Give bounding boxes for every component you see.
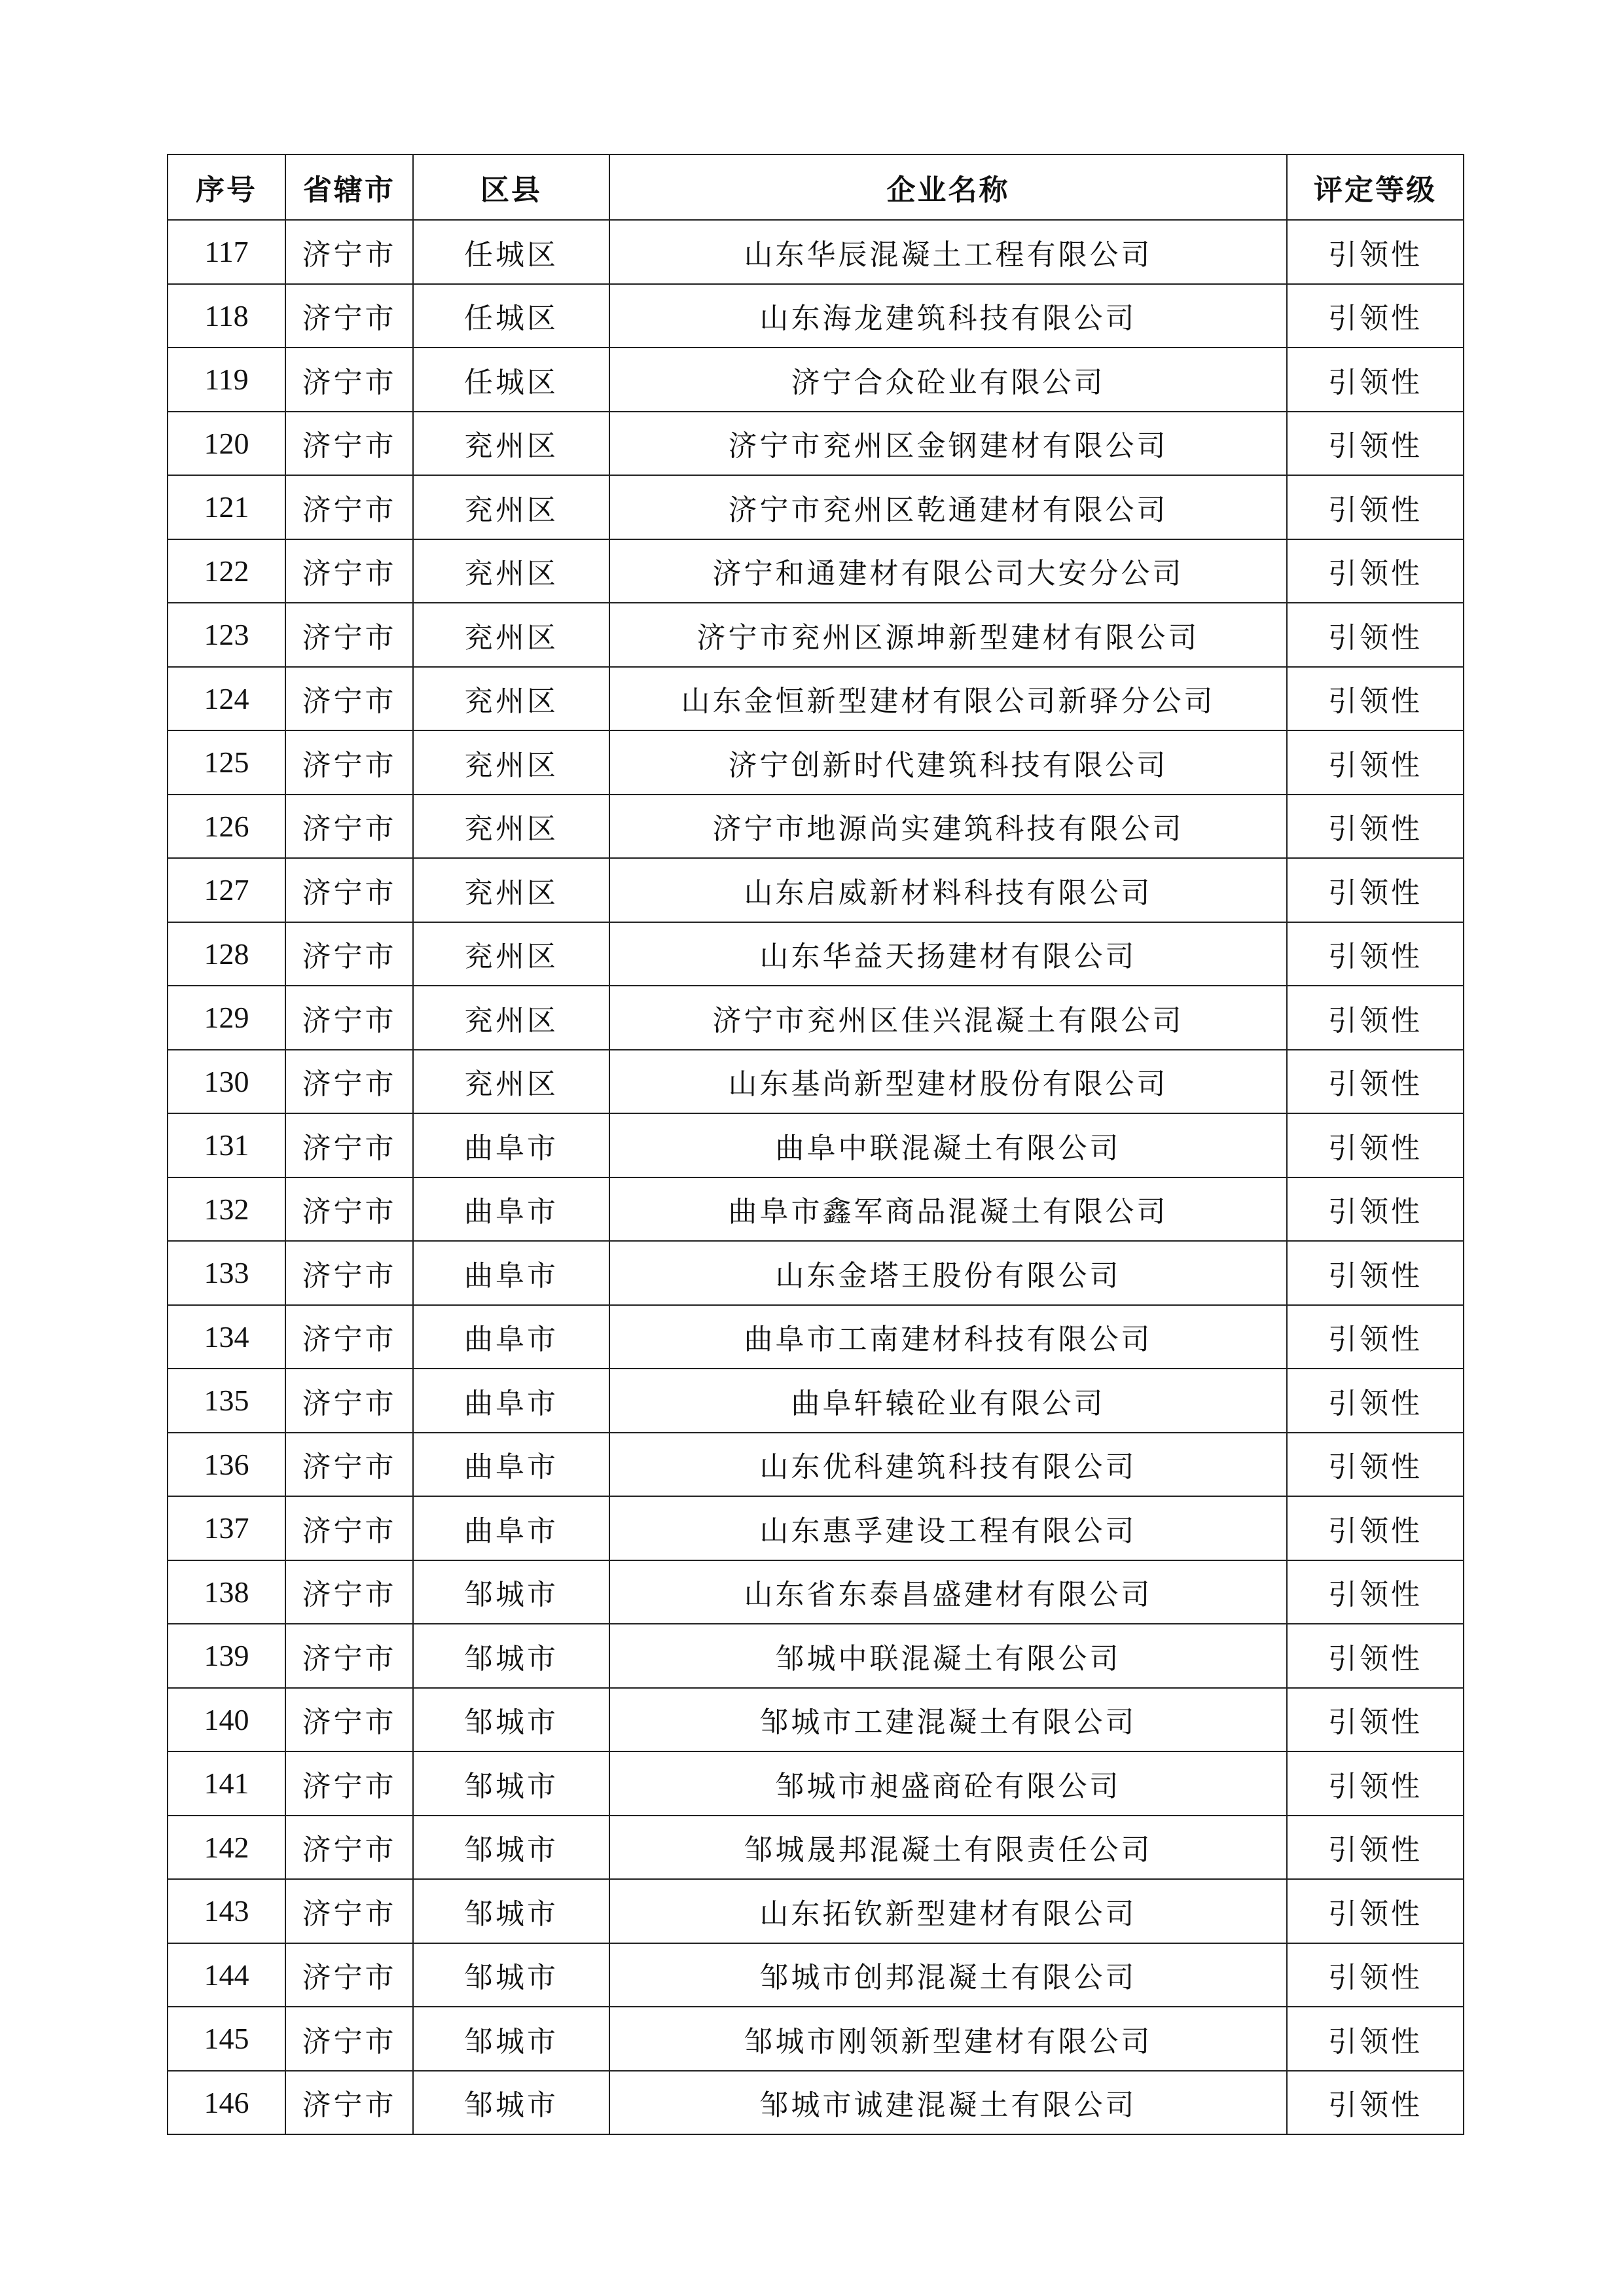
cell-city: 济宁市 (285, 2071, 413, 2135)
cell-city: 济宁市 (285, 667, 413, 731)
cell-company: 山东惠孚建设工程有限公司 (609, 1496, 1287, 1560)
cell-index: 140 (168, 1688, 285, 1752)
cell-county: 邹城市 (413, 1560, 609, 1624)
table-row (168, 1624, 1464, 1688)
table-row (168, 1560, 1464, 1624)
cell-index: 132 (168, 1177, 285, 1242)
cell-county: 任城区 (413, 220, 609, 284)
cell-grade: 引领性 (1287, 1433, 1464, 1497)
table-row (168, 730, 1464, 795)
cell-index: 135 (168, 1369, 285, 1433)
cell-city: 济宁市 (285, 348, 413, 412)
table-row (168, 1496, 1464, 1560)
cell-company: 济宁合众砼业有限公司 (609, 348, 1287, 412)
table-row (168, 858, 1464, 922)
cell-city: 济宁市 (285, 1305, 413, 1369)
cell-index: 130 (168, 1050, 285, 1114)
cell-company: 山东启威新材料科技有限公司 (609, 858, 1287, 922)
cell-index: 118 (168, 284, 285, 348)
cell-index: 133 (168, 1241, 285, 1305)
cell-city: 济宁市 (285, 603, 413, 667)
cell-county: 兖州区 (413, 412, 609, 476)
cell-city: 济宁市 (285, 412, 413, 476)
cell-grade: 引领性 (1287, 1688, 1464, 1752)
table-header-row (168, 154, 1464, 220)
cell-grade: 引领性 (1287, 412, 1464, 476)
cell-county: 曲阜市 (413, 1305, 609, 1369)
cell-grade: 引领性 (1287, 1369, 1464, 1433)
table-row (168, 922, 1464, 986)
cell-county: 曲阜市 (413, 1496, 609, 1560)
cell-grade: 引领性 (1287, 858, 1464, 922)
cell-grade: 引领性 (1287, 2071, 1464, 2135)
cell-grade: 引领性 (1287, 475, 1464, 539)
cell-index: 129 (168, 986, 285, 1050)
cell-company: 济宁市兖州区源坤新型建材有限公司 (609, 603, 1287, 667)
table-row (168, 348, 1464, 412)
cell-county: 兖州区 (413, 922, 609, 986)
cell-county: 兖州区 (413, 475, 609, 539)
cell-index: 138 (168, 1560, 285, 1624)
cell-county: 兖州区 (413, 730, 609, 795)
table-body (168, 220, 1464, 2134)
cell-company: 济宁市兖州区乾通建材有限公司 (609, 475, 1287, 539)
cell-grade: 引领性 (1287, 2007, 1464, 2071)
cell-company: 邹城市创邦混凝土有限公司 (609, 1943, 1287, 2007)
cell-company: 济宁市兖州区金钢建材有限公司 (609, 412, 1287, 476)
cell-city: 济宁市 (285, 795, 413, 859)
table-row (168, 603, 1464, 667)
cell-county: 兖州区 (413, 986, 609, 1050)
cell-county: 曲阜市 (413, 1369, 609, 1433)
cell-grade: 引领性 (1287, 1050, 1464, 1114)
cell-county: 兖州区 (413, 539, 609, 603)
table-row (168, 1305, 1464, 1369)
cell-county: 曲阜市 (413, 1241, 609, 1305)
cell-county: 曲阜市 (413, 1113, 609, 1177)
table-row (168, 1879, 1464, 1943)
cell-grade: 引领性 (1287, 1113, 1464, 1177)
cell-index: 146 (168, 2071, 285, 2135)
cell-city: 济宁市 (285, 986, 413, 1050)
table-row (168, 1433, 1464, 1497)
table-row (168, 220, 1464, 284)
cell-city: 济宁市 (285, 1624, 413, 1688)
cell-county: 兖州区 (413, 858, 609, 922)
cell-county: 邹城市 (413, 1624, 609, 1688)
cell-grade: 引领性 (1287, 1879, 1464, 1943)
cell-company: 曲阜市鑫军商品混凝土有限公司 (609, 1177, 1287, 1242)
cell-company: 邹城市昶盛商砼有限公司 (609, 1751, 1287, 1816)
table-row (168, 1113, 1464, 1177)
cell-city: 济宁市 (285, 1113, 413, 1177)
cell-company: 邹城市刚领新型建材有限公司 (609, 2007, 1287, 2071)
cell-grade: 引领性 (1287, 539, 1464, 603)
cell-grade: 引领性 (1287, 220, 1464, 284)
cell-index: 145 (168, 2007, 285, 2071)
table-row (168, 1241, 1464, 1305)
cell-city: 济宁市 (285, 1560, 413, 1624)
cell-index: 127 (168, 858, 285, 922)
cell-index: 124 (168, 667, 285, 731)
cell-grade: 引领性 (1287, 667, 1464, 731)
cell-city: 济宁市 (285, 1688, 413, 1752)
cell-company: 山东基尚新型建材股份有限公司 (609, 1050, 1287, 1114)
cell-index: 128 (168, 922, 285, 986)
cell-company: 山东华辰混凝土工程有限公司 (609, 220, 1287, 284)
cell-index: 134 (168, 1305, 285, 1369)
cell-index: 137 (168, 1496, 285, 1560)
table-row (168, 2071, 1464, 2135)
cell-county: 任城区 (413, 348, 609, 412)
cell-company: 邹城市工建混凝土有限公司 (609, 1688, 1287, 1752)
header-county: 区县 (413, 154, 609, 220)
enterprise-rating-table (167, 154, 1464, 2135)
cell-city: 济宁市 (285, 858, 413, 922)
cell-city: 济宁市 (285, 475, 413, 539)
cell-index: 131 (168, 1113, 285, 1177)
cell-index: 142 (168, 1816, 285, 1880)
cell-city: 济宁市 (285, 1433, 413, 1497)
cell-grade: 引领性 (1287, 348, 1464, 412)
table-row (168, 412, 1464, 476)
cell-company: 济宁市地源尚实建筑科技有限公司 (609, 795, 1287, 859)
cell-index: 144 (168, 1943, 285, 2007)
cell-grade: 引领性 (1287, 284, 1464, 348)
table-row (168, 1050, 1464, 1114)
cell-city: 济宁市 (285, 1816, 413, 1880)
cell-county: 兖州区 (413, 603, 609, 667)
cell-city: 济宁市 (285, 1177, 413, 1242)
cell-grade: 引领性 (1287, 1560, 1464, 1624)
cell-county: 邹城市 (413, 2071, 609, 2135)
cell-index: 123 (168, 603, 285, 667)
cell-grade: 引领性 (1287, 1305, 1464, 1369)
cell-company: 曲阜轩辕砼业有限公司 (609, 1369, 1287, 1433)
table-row (168, 1816, 1464, 1880)
cell-grade: 引领性 (1287, 1624, 1464, 1688)
cell-grade: 引领性 (1287, 922, 1464, 986)
table-row (168, 667, 1464, 731)
cell-city: 济宁市 (285, 1496, 413, 1560)
header-city: 省辖市 (285, 154, 413, 220)
header-company: 企业名称 (609, 154, 1287, 220)
cell-index: 117 (168, 220, 285, 284)
cell-grade: 引领性 (1287, 730, 1464, 795)
table-row (168, 539, 1464, 603)
cell-city: 济宁市 (285, 730, 413, 795)
cell-county: 邹城市 (413, 2007, 609, 2071)
cell-index: 143 (168, 1879, 285, 1943)
cell-grade: 引领性 (1287, 1816, 1464, 1880)
table-row (168, 1751, 1464, 1816)
header-index: 序号 (168, 154, 285, 220)
cell-city: 济宁市 (285, 1751, 413, 1816)
cell-city: 济宁市 (285, 539, 413, 603)
table-row (168, 1177, 1464, 1242)
cell-company: 山东金塔王股份有限公司 (609, 1241, 1287, 1305)
cell-index: 139 (168, 1624, 285, 1688)
table-row (168, 986, 1464, 1050)
cell-county: 邹城市 (413, 1688, 609, 1752)
cell-grade: 引领性 (1287, 1751, 1464, 1816)
cell-index: 121 (168, 475, 285, 539)
cell-company: 邹城中联混凝土有限公司 (609, 1624, 1287, 1688)
cell-grade: 引领性 (1287, 1496, 1464, 1560)
cell-company: 邹城市诚建混凝土有限公司 (609, 2071, 1287, 2135)
cell-city: 济宁市 (285, 284, 413, 348)
cell-company: 山东海龙建筑科技有限公司 (609, 284, 1287, 348)
cell-county: 邹城市 (413, 1879, 609, 1943)
cell-index: 141 (168, 1751, 285, 1816)
table-row (168, 795, 1464, 859)
cell-index: 119 (168, 348, 285, 412)
cell-company: 邹城晟邦混凝土有限责任公司 (609, 1816, 1287, 1880)
cell-index: 122 (168, 539, 285, 603)
cell-company: 山东华益天扬建材有限公司 (609, 922, 1287, 986)
cell-grade: 引领性 (1287, 795, 1464, 859)
cell-county: 曲阜市 (413, 1433, 609, 1497)
cell-county: 曲阜市 (413, 1177, 609, 1242)
table-row (168, 1369, 1464, 1433)
cell-county: 兖州区 (413, 1050, 609, 1114)
cell-grade: 引领性 (1287, 1177, 1464, 1242)
cell-county: 邹城市 (413, 1816, 609, 1880)
cell-county: 兖州区 (413, 795, 609, 859)
cell-index: 120 (168, 412, 285, 476)
cell-county: 邹城市 (413, 1751, 609, 1816)
cell-city: 济宁市 (285, 1879, 413, 1943)
cell-company: 山东拓钦新型建材有限公司 (609, 1879, 1287, 1943)
cell-company: 济宁创新时代建筑科技有限公司 (609, 730, 1287, 795)
cell-city: 济宁市 (285, 922, 413, 986)
table-row (168, 1688, 1464, 1752)
cell-company: 山东金恒新型建材有限公司新驿分公司 (609, 667, 1287, 731)
cell-city: 济宁市 (285, 220, 413, 284)
header-grade: 评定等级 (1287, 154, 1464, 220)
cell-city: 济宁市 (285, 1241, 413, 1305)
cell-company: 山东省东泰昌盛建材有限公司 (609, 1560, 1287, 1624)
cell-grade: 引领性 (1287, 603, 1464, 667)
cell-city: 济宁市 (285, 1369, 413, 1433)
cell-city: 济宁市 (285, 1943, 413, 2007)
table-row (168, 2007, 1464, 2071)
table-row (168, 475, 1464, 539)
cell-company: 济宁市兖州区佳兴混凝土有限公司 (609, 986, 1287, 1050)
cell-index: 125 (168, 730, 285, 795)
cell-grade: 引领性 (1287, 1241, 1464, 1305)
table-row (168, 1943, 1464, 2007)
cell-county: 兖州区 (413, 667, 609, 731)
cell-grade: 引领性 (1287, 1943, 1464, 2007)
cell-company: 曲阜中联混凝土有限公司 (609, 1113, 1287, 1177)
cell-city: 济宁市 (285, 1050, 413, 1114)
cell-company: 曲阜市工南建材科技有限公司 (609, 1305, 1287, 1369)
table-row (168, 284, 1464, 348)
cell-county: 任城区 (413, 284, 609, 348)
cell-county: 邹城市 (413, 1943, 609, 2007)
cell-company: 济宁和通建材有限公司大安分公司 (609, 539, 1287, 603)
cell-index: 126 (168, 795, 285, 859)
cell-city: 济宁市 (285, 2007, 413, 2071)
cell-grade: 引领性 (1287, 986, 1464, 1050)
cell-index: 136 (168, 1433, 285, 1497)
cell-company: 山东优科建筑科技有限公司 (609, 1433, 1287, 1497)
